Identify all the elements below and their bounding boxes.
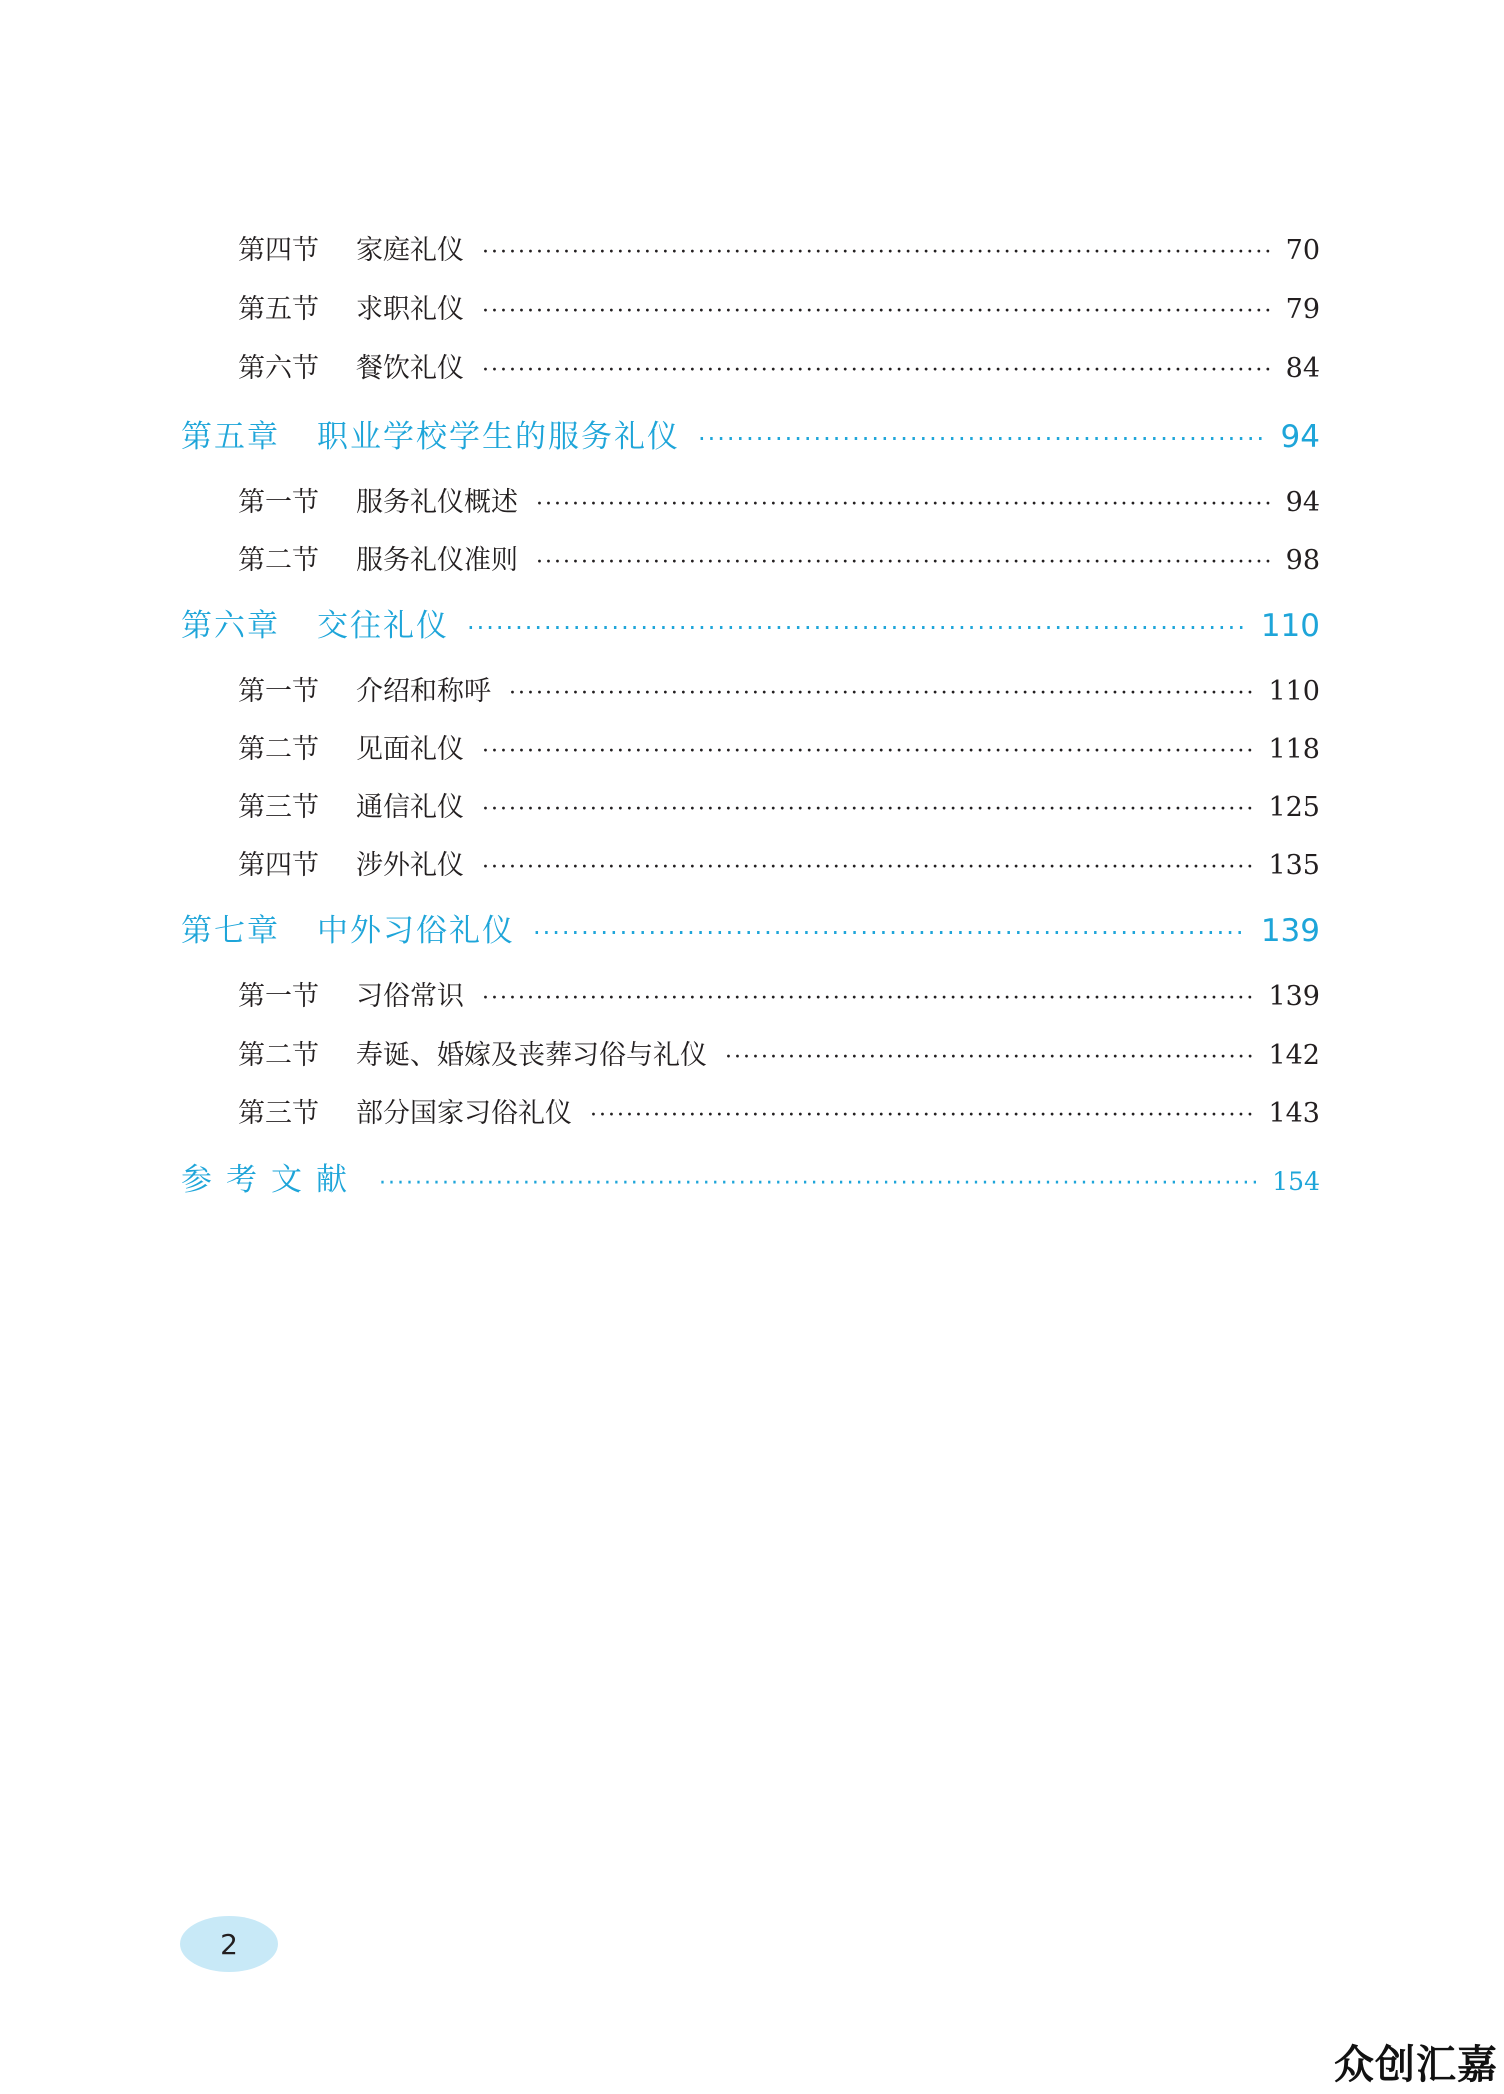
dot-leader — [482, 358, 1272, 383]
dot-leader — [590, 1103, 1254, 1128]
toc-entry[interactable] — [238, 228, 1320, 267]
section-title: 部分国家习俗礼仪 — [356, 1098, 572, 1129]
toc-chapter[interactable] — [181, 905, 1320, 950]
page-number: 125 — [1268, 792, 1320, 823]
toc-chapter[interactable] — [181, 411, 1320, 456]
dot-leader — [698, 425, 1267, 453]
toc-entry[interactable] — [238, 727, 1320, 766]
page-number: 79 — [1285, 294, 1320, 325]
section-title: 习俗常识 — [356, 981, 464, 1012]
page-number: 143 — [1268, 1098, 1320, 1129]
section-title: 见面礼仪 — [356, 734, 464, 765]
section-title: 餐饮礼仪 — [356, 353, 464, 384]
section-title: 求职礼仪 — [356, 294, 464, 325]
section-title: 通信礼仪 — [356, 792, 464, 823]
toc-entry[interactable] — [238, 287, 1320, 326]
chapter-number: 第七章 — [181, 913, 280, 949]
dot-leader — [536, 550, 1272, 575]
page-number: 139 — [1260, 913, 1320, 949]
page-number: 84 — [1285, 353, 1320, 384]
section-number: 第一节 — [238, 487, 319, 518]
dot-leader — [482, 797, 1254, 822]
toc-entry[interactable] — [238, 843, 1320, 882]
page-number: 142 — [1268, 1040, 1320, 1071]
dot-leader — [482, 299, 1272, 324]
section-title: 寿诞、婚嫁及丧葬习俗与礼仪 — [356, 1040, 707, 1071]
dot-leader — [482, 986, 1254, 1011]
page-number: 154 — [1272, 1167, 1320, 1196]
section-title: 家庭礼仪 — [356, 235, 464, 266]
section-number: 第一节 — [238, 676, 319, 707]
toc-entry[interactable] — [238, 538, 1320, 577]
toc-entry[interactable] — [238, 480, 1320, 519]
dot-leader — [482, 855, 1254, 880]
section-number: 第五节 — [238, 294, 319, 325]
watermark-logo: 众创汇嘉 — [1334, 2042, 1498, 2088]
chapter-number: 第五章 — [181, 419, 280, 455]
dot-leader — [482, 739, 1254, 764]
section-title: 服务礼仪概述 — [356, 487, 518, 518]
toc-entry[interactable] — [238, 974, 1320, 1013]
references-title: 参考文献 — [181, 1162, 361, 1198]
dot-leader — [533, 919, 1247, 947]
section-title: 服务礼仪准则 — [356, 545, 518, 576]
section-number: 第四节 — [238, 235, 319, 266]
chapter-title: 交往礼仪 — [317, 608, 449, 644]
page-number: 70 — [1285, 235, 1320, 266]
page-number: 135 — [1268, 850, 1320, 881]
toc-entry[interactable] — [238, 1091, 1320, 1130]
section-number: 第二节 — [238, 1040, 319, 1071]
dot-leader — [379, 1171, 1258, 1196]
page-number: 118 — [1268, 734, 1320, 765]
dot-leader — [467, 614, 1247, 642]
section-number: 第六节 — [238, 353, 319, 384]
toc-entry[interactable] — [238, 669, 1320, 708]
page-number-label: 2 — [220, 1927, 238, 1961]
section-number: 第三节 — [238, 792, 319, 823]
section-number: 第二节 — [238, 734, 319, 765]
page-number: 110 — [1260, 608, 1320, 644]
dot-leader — [725, 1045, 1254, 1070]
section-title: 涉外礼仪 — [356, 850, 464, 881]
page-number-badge — [180, 1916, 278, 1972]
toc-chapter[interactable] — [181, 600, 1320, 645]
page-number: 139 — [1268, 981, 1320, 1012]
section-number: 第一节 — [238, 981, 319, 1012]
dot-leader — [509, 681, 1254, 706]
dot-leader — [536, 492, 1272, 517]
chapter-title: 职业学校学生的服务礼仪 — [317, 419, 680, 455]
toc-entry[interactable] — [238, 346, 1320, 385]
chapter-title: 中外习俗礼仪 — [317, 913, 515, 949]
page-number: 98 — [1285, 545, 1320, 576]
page-number: 110 — [1268, 676, 1320, 707]
dot-leader — [482, 240, 1272, 265]
section-number: 第二节 — [238, 545, 319, 576]
chapter-number: 第六章 — [181, 608, 280, 644]
page-number: 94 — [1280, 419, 1320, 455]
section-title: 介绍和称呼 — [356, 676, 491, 707]
toc-references[interactable] — [181, 1154, 1320, 1199]
page-number: 94 — [1285, 487, 1320, 518]
section-number: 第四节 — [238, 850, 319, 881]
section-number: 第三节 — [238, 1098, 319, 1129]
toc-entry[interactable] — [238, 1033, 1320, 1072]
toc-entry[interactable] — [238, 785, 1320, 824]
